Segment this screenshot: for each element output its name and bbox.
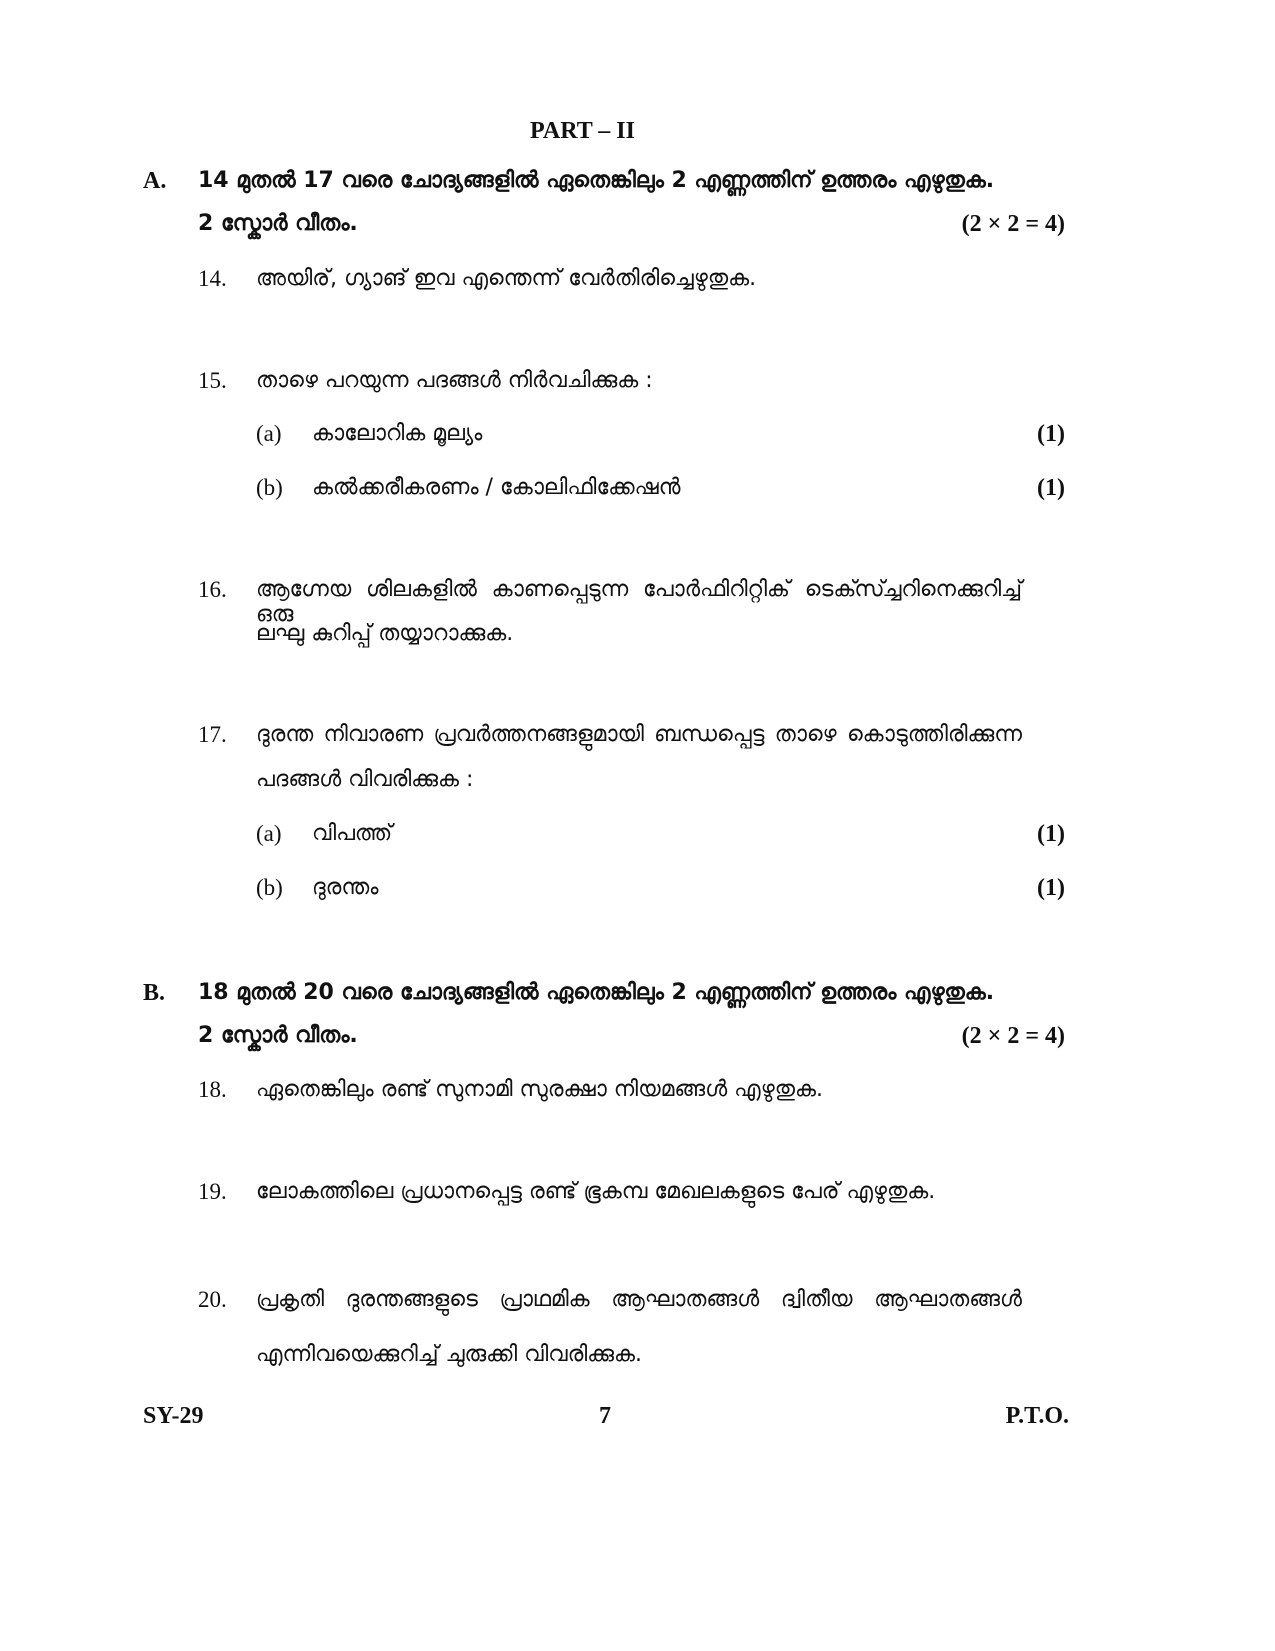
sub-question-label: (b) <box>256 475 283 500</box>
question-number: 18. <box>198 1077 227 1102</box>
question-text: ലോകത്തിലെ പ്രധാനപ്പെട്ട രണ്ട് ഭൂകമ്പ മേഖലകളുടെ പേര് എഴുതുക. <box>256 1179 936 1204</box>
sub-question-label: (b) <box>256 875 283 900</box>
section-b-marks: (2 × 2 = 4) <box>961 1023 1065 1049</box>
question-text-line1: ദുരന്ത നിവാരണ പ്രവർത്തനങ്ങളുമായി ബന്ധപ്പെട്ട താഴെ കൊടുത്തിരിക്കുന്ന <box>256 722 1022 747</box>
sub-question-text: കാലോറിക മൂല്യം <box>312 421 483 446</box>
footer-pto: P.T.O. <box>1005 1403 1069 1429</box>
section-a-marks: (2 × 2 = 4) <box>961 211 1065 237</box>
sub-question-text: ദുരന്തം <box>312 875 379 900</box>
sub-question-marks: (1) <box>1037 875 1065 901</box>
footer-page-number: 7 <box>599 1403 611 1429</box>
sub-question-label: (a) <box>256 821 282 846</box>
question-text: താഴെ പറയുന്ന പദങ്ങൾ നിർവചിക്കുക : <box>256 368 653 393</box>
sub-question-marks: (1) <box>1037 821 1065 847</box>
sub-question-marks: (1) <box>1037 475 1065 501</box>
question-text-line1: പ്രകൃതി ദുരന്തങ്ങളുടെ പ്രാഥമിക ആഘാതങ്ങൾ ദ്വിതീയ ആഘാതങ്ങൾ <box>256 1287 1022 1312</box>
sub-question-text: വിപത്ത് <box>312 821 393 846</box>
question-text: ഏതെങ്കിലും രണ്ട് സുനാമി സുരക്ഷാ നിയമങ്ങൾ എഴുതുക. <box>256 1077 823 1102</box>
section-b-letter: B. <box>143 980 166 1006</box>
question-number: 16. <box>198 577 227 602</box>
sub-question-label: (a) <box>256 421 282 446</box>
question-number: 17. <box>198 722 227 747</box>
question-number: 15. <box>198 368 227 393</box>
question-number: 19. <box>198 1179 227 1204</box>
question-text: അയിര്, ഗ്യാങ് ഇവ എന്തെന്ന് വേർതിരിച്ചെഴുതുക. <box>256 266 757 291</box>
section-a-letter: A. <box>143 168 167 194</box>
question-number: 14. <box>198 266 227 291</box>
section-a-instruction: 14 മുതൽ 17 വരെ ചോദ്യങ്ങളിൽ ഏതെങ്കിലും 2 എണ്ണത്തിന് ഉത്തരം എഴുതുക. <box>198 168 995 193</box>
question-text-line2: ലഘു കുറിപ്പ് തയ്യാറാക്കുക. <box>256 621 514 646</box>
sub-question-text: കൽക്കരീകരണം / കോലിഫിക്കേഷൻ <box>312 475 681 500</box>
question-number: 20. <box>198 1287 227 1312</box>
section-b-score-note: 2 സ്കോർ വീതം. <box>198 1023 358 1048</box>
question-text-line2: എന്നിവയെക്കുറിച്ച് ചുരുക്കി വിവരിക്കുക. <box>256 1342 643 1367</box>
question-text-line1: ആഗ്നേയ ശിലകളിൽ കാണപ്പെടുന്ന പോർഫിറിറ്റിക് ടെക്സ്ച്ചറിനെക്കുറിച്ച് ഒരു <box>256 577 1022 627</box>
section-a-score-note: 2 സ്കോർ വീതം. <box>198 211 358 236</box>
footer-code: SY-29 <box>143 1403 204 1429</box>
sub-question-marks: (1) <box>1037 421 1065 447</box>
part-title: PART – II <box>530 118 635 144</box>
section-b-instruction: 18 മുതൽ 20 വരെ ചോദ്യങ്ങളിൽ ഏതെങ്കിലും 2 എണ്ണത്തിന് ഉത്തരം എഴുതുക. <box>198 980 995 1005</box>
question-text-line2: പദങ്ങൾ വിവരിക്കുക : <box>256 767 474 792</box>
